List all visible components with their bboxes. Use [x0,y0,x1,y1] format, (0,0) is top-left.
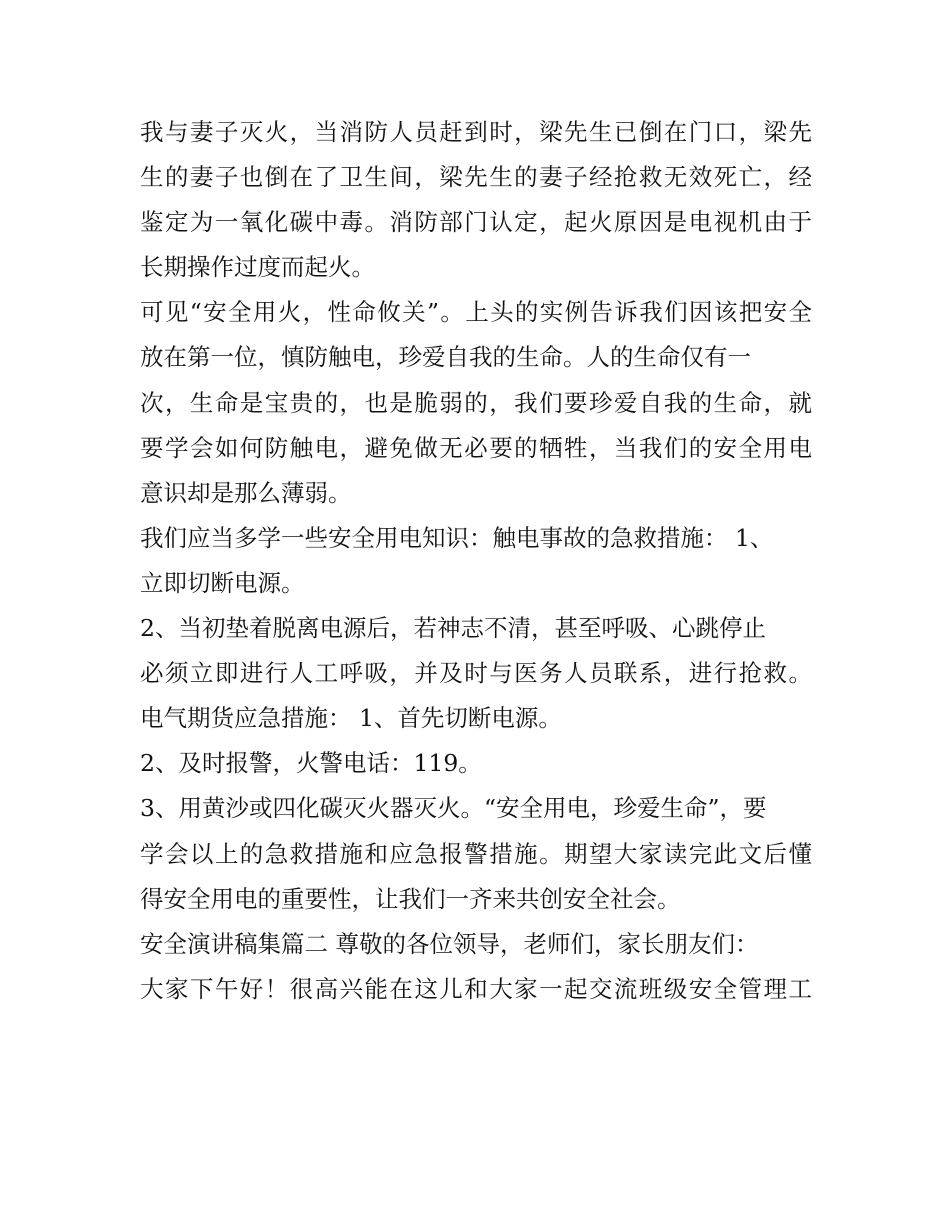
text-line: 意识却是那么薄弱。 [140,478,352,507]
text-line: 得安全用电的重要性，让我们一齐来共创安全社会。 [140,884,681,913]
text-line: 2、当初垫着脱离电源后，若神志不清，甚至呼吸、心跳停止 [140,614,766,643]
text-line: 次，生命是宝贵的，也是脆弱的，我们要珍爱自我的生命，就 [140,388,812,417]
text-line: 鉴定为一氧化碳中毒。消防部门认定，起火原因是电视机由于 [140,208,812,237]
text-line: 电气期货应急措施： 1、首先切断电源。 [140,704,562,733]
text-line: 学会以上的急救措施和应急报警措施。期望大家读完此文后懂 [140,839,812,868]
text-line: 2、及时报警，火警电话：119。 [140,749,482,778]
text-line: 安全演讲稿集篇二 尊敬的各位领导，老师们，家长朋友们： [140,929,759,958]
text-line: 大家下午好！很高兴能在这儿和大家一起交流班级安全管理工 [140,974,812,1003]
text-line: 可见“安全用火，性命攸关”。上头的实例告诉我们因该把安全 [140,298,812,327]
text-line: 放在第一位，慎防触电，珍爱自我的生命。人的生命仅有一 [140,343,751,372]
body-text [140,110,812,1012]
text-line: 3、用黄沙或四化碳灭火器灭火。“安全用电，珍爱生命”，要 [140,794,767,823]
text-line: 长期操作过度而起火。 [140,253,375,282]
text-line: 必须立即进行人工呼吸，并及时与医务人员联系，进行抢救。 [140,659,812,688]
text-line: 我与妻子灭火，当消防人员赶到时，梁先生已倒在门口，梁先 [140,118,812,146]
text-line: 生的妻子也倒在了卫生间，梁先生的妻子经抢救无效死亡，经 [140,163,812,192]
text-line: 要学会如何防触电，避免做无必要的牺牲，当我们的安全用电 [140,433,812,462]
text-line: 立即切断电源。 [140,568,305,597]
text-line: 我们应当多学一些安全用电知识：触电事故的急救措施： 1、 [140,523,774,552]
